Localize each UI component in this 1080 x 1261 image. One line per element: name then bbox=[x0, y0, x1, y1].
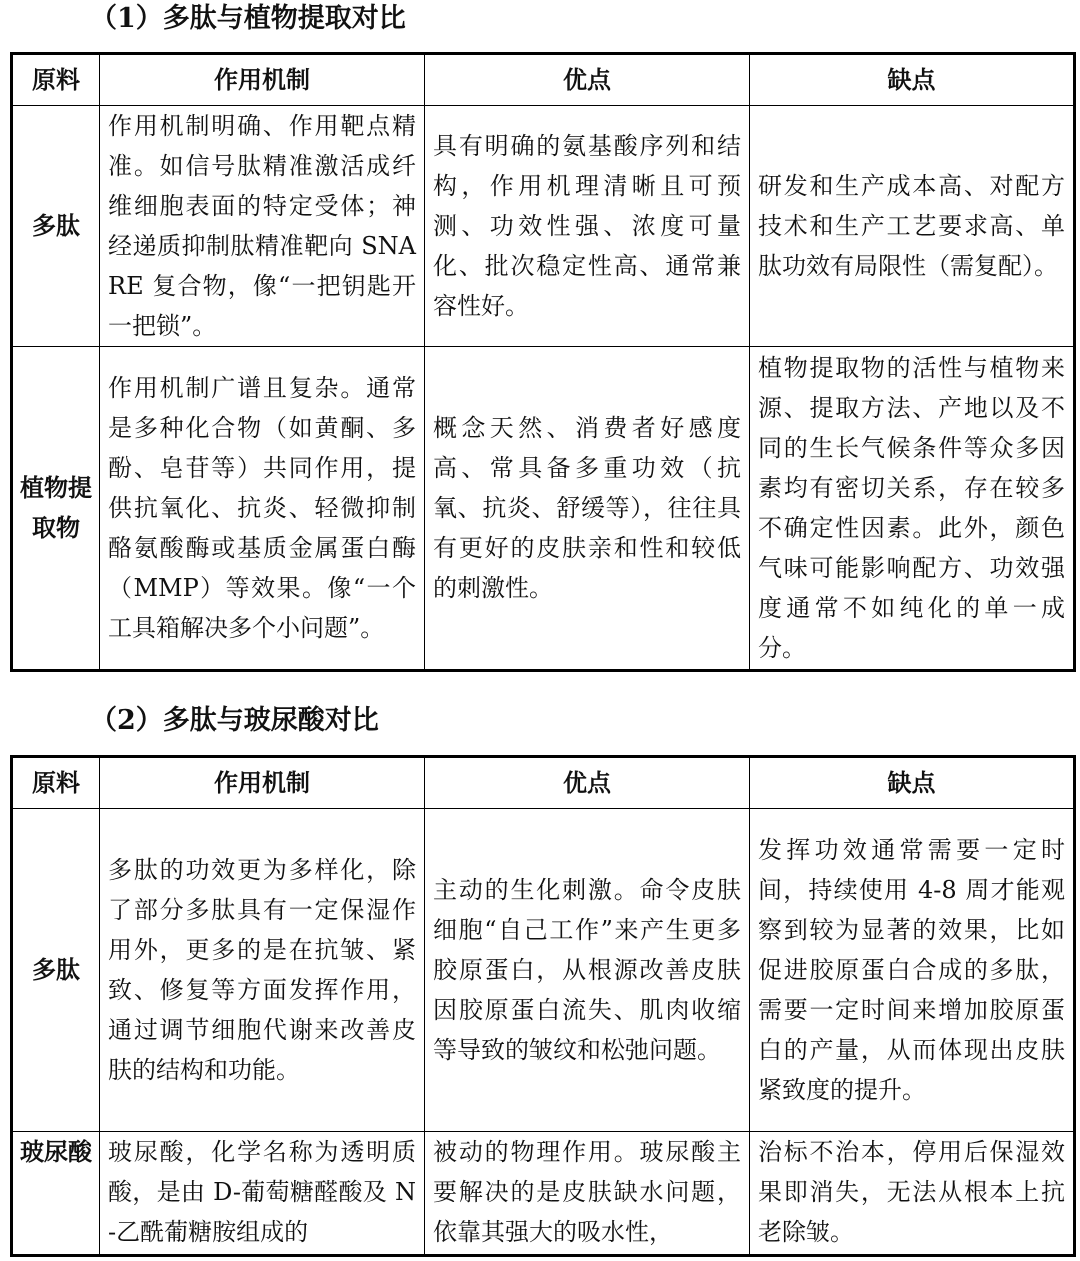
header-advantages: 优点 bbox=[425, 757, 750, 809]
disadvantages-cell: 治标不治本，停用后保湿效果即消失，无法从根本上抗老除皱。 bbox=[750, 1132, 1075, 1256]
material-cell: 植物提取物 bbox=[12, 347, 100, 671]
material-cell: 多肽 bbox=[12, 106, 100, 347]
header-material: 原料 bbox=[12, 54, 100, 106]
mechanism-cell: 作用机制广谱且复杂。通常是多种化合物（如黄酮、多酚、皂苷等）共同作用，提供抗氧化、抗炎、轻微抑制酪氨酸酶或基质金属蛋白酶（MMP）等效果。像“一个工具箱解决多个小问题”。 bbox=[100, 347, 425, 671]
material-cell: 多肽 bbox=[12, 809, 100, 1132]
mechanism-cell: 玻尿酸，化学名称为透明质酸，是由 D-葡萄糖醛酸及 N-乙酰葡糖胺组成的 bbox=[100, 1132, 425, 1256]
comparison-table-peptide-vs-hyaluronic-acid bbox=[10, 755, 1076, 1257]
section-title-hyaluronic-acid: （2）多肽与玻尿酸对比 bbox=[90, 705, 379, 736]
advantages-cell: 主动的生化刺激。命令皮肤细胞“自己工作”来产生更多胶原蛋白，从根源改善皮肤因胶原蛋白流失、肌肉收缩等导致的皱纹和松弛问题。 bbox=[425, 809, 750, 1132]
table-header-row bbox=[12, 757, 1075, 809]
disadvantages-cell: 发挥功效通常需要一定时间，持续使用 4-8 周才能观察到较为显著的效果，比如促进胶原蛋白合成的多肽，需要一定时间来增加胶原蛋白的产量，从而体现出皮肤紧致度的提升。 bbox=[750, 809, 1075, 1132]
section-title-plant-extract: （1）多肽与植物提取对比 bbox=[90, 3, 406, 34]
comparison-table-peptide-vs-plant-extract bbox=[10, 52, 1076, 672]
header-disadvantages: 缺点 bbox=[750, 757, 1075, 809]
table-row bbox=[12, 106, 1075, 347]
header-advantages: 优点 bbox=[425, 54, 750, 106]
advantages-cell: 概念天然、消费者好感度高、常具备多重功效（抗氧、抗炎、舒缓等），往往具有更好的皮肤亲和性和较低的刺激性。 bbox=[425, 347, 750, 671]
header-disadvantages: 缺点 bbox=[750, 54, 1075, 106]
table-row bbox=[12, 1132, 1075, 1256]
header-mechanism: 作用机制 bbox=[100, 757, 425, 809]
table-row bbox=[12, 347, 1075, 671]
header-mechanism: 作用机制 bbox=[100, 54, 425, 106]
mechanism-cell: 作用机制明确、作用靶点精准。如信号肽精准激活成纤维细胞表面的特定受体；神经递质抑制肽精准靶向 SNARE 复合物，像“一把钥匙开一把锁”。 bbox=[100, 106, 425, 347]
table-header-row bbox=[12, 54, 1075, 106]
disadvantages-cell: 植物提取物的活性与植物来源、提取方法、产地以及不同的生长气候条件等众多因素均有密切关系，存在较多不确定性因素。此外，颜色气味可能影响配方、功效强度通常不如纯化的单一成分。 bbox=[750, 347, 1075, 671]
header-material: 原料 bbox=[12, 757, 100, 809]
disadvantages-cell: 研发和生产成本高、对配方技术和生产工艺要求高、单肽功效有局限性（需复配）。 bbox=[750, 106, 1075, 347]
mechanism-cell: 多肽的功效更为多样化，除了部分多肽具有一定保湿作用外，更多的是在抗皱、紧致、修复等方面发挥作用，通过调节细胞代谢来改善皮肤的结构和功能。 bbox=[100, 809, 425, 1132]
table-row bbox=[12, 809, 1075, 1132]
advantages-cell: 具有明确的氨基酸序列和结构，作用机理清晰且可预测、功效性强、浓度可量化、批次稳定性高、通常兼容性好。 bbox=[425, 106, 750, 347]
advantages-cell: 被动的物理作用。玻尿酸主要解决的是皮肤缺水问题，依靠其强大的吸水性， bbox=[425, 1132, 750, 1256]
material-cell: 玻尿酸 bbox=[12, 1132, 100, 1256]
